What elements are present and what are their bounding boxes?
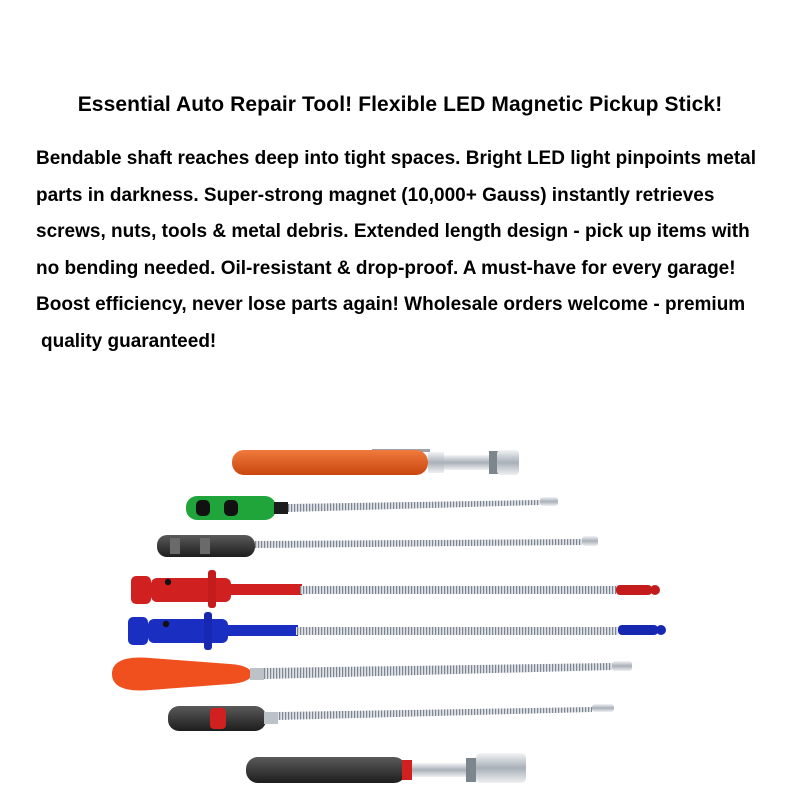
description: [36, 141, 796, 361]
tool-black-handle-flexible-pickup: [157, 535, 598, 557]
description-line: Boost efficiency, never lose parts again! Wholesale orders welcome - premium: [36, 294, 746, 316]
description-line: Bendable shaft reaches deep into tight spaces. Bright LED light pinpoints metal: [36, 148, 756, 169]
tool-red-claw-pickup-tool: [131, 570, 660, 608]
description-line: screws, nuts, tools & metal debris. Extended length design - pick up items with: [36, 221, 750, 243]
tool-blue-claw-pickup-tool: [128, 612, 666, 650]
tool-green-handle-flexible-pickup: [186, 496, 558, 520]
description-line: quality guaranteed!: [41, 330, 217, 352]
tool-orange-handle-flexible-pickup: [112, 658, 632, 691]
description-line: no bending needed. Oil-resistant & drop-proof. A must-have for every garage!: [36, 257, 736, 279]
tool-orange-telescoping-magnet-pen: [232, 449, 519, 475]
headline: Essential Auto Repair Tool! Flexible LED Magnetic Pickup Stick!: [77, 93, 723, 116]
tool-black-telescoping-led-magnet: [246, 753, 526, 783]
product-image: [0, 420, 800, 800]
description-line: parts in darkness. Super-strong magnet (10,000+ Gauss) instantly retrieves: [36, 184, 715, 206]
tool-gray-handle-flexible-pickup: [168, 704, 614, 731]
